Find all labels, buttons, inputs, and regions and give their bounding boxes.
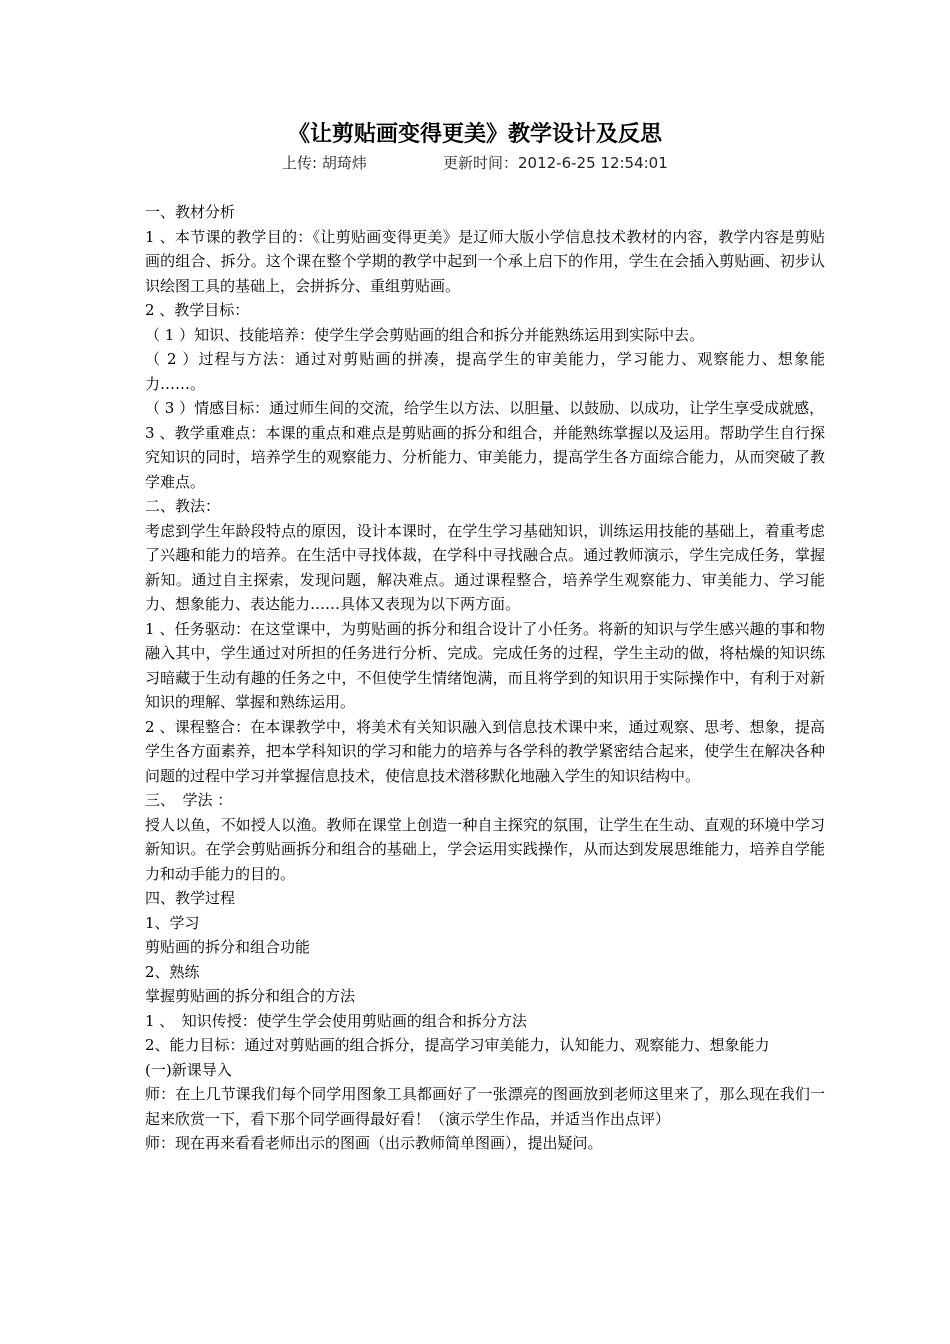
sub-heading: (一)新课导入 [145, 1060, 232, 1079]
body-paragraph: 1 、本节课的教学目的：《让剪贴画变得更美》是辽师大版小学信息技术教材的内容，教学内容是剪贴画的组合、拆分。这个课在整个学期的教学中起到一个承上启下的作用，学生在会插入剪贴画、初步认识绘图工具的基础上，会拼拆分、重组剪贴画。 [145, 227, 825, 295]
body-paragraph: 2、能力目标：通过对剪贴画的组合拆分，提高学习审美能力，认知能力、观察能力、想象能力 [145, 1036, 770, 1054]
section-heading: 二、教法： [145, 497, 221, 515]
body-paragraph: （ 1 ）知识、技能培养：使学生学会剪贴画的组合和拆分并能熟练运用到实际中去。 [145, 325, 705, 344]
body-paragraph: 掌握剪贴画的拆分和组合的方法 [145, 987, 356, 1005]
body-paragraph: 1 、任务驱动：在这堂课中，为剪贴画的拆分和组合设计了小任务。将新的知识与学生感兴趣的事和物融入其中，学生通过对所担的任务进行分析、完成。完成任务的过程，学生主动的做，将枯燥的知识练习暗藏于生动有趣的任务之中，不但使学生情绪饱满，而且将学到的知识用于实际操作中，有利于对新知识的理解、掌握和熟练运用。 [145, 619, 825, 711]
body-paragraph: 2、熟练 [145, 962, 200, 981]
body-paragraph: 1、学习 [145, 913, 200, 932]
updated-time-label: 更新时间：2012-6-25 12:54:01 [443, 154, 668, 172]
section-heading: 三、 学法 ： [145, 791, 233, 809]
body-paragraph: 师：现在再来看看老师出示的图画（出示教师简单图画），提出疑问。 [145, 1134, 603, 1152]
document-meta [0, 152, 950, 174]
document-title: 《让剪贴画变得更美》教学设计及反思 [287, 122, 662, 147]
document-body [145, 200, 825, 1156]
body-paragraph: （ 3 ）情感目标：通过师生间的交流，给学生以方法、以胆量、以鼓励、以成功，让学生享受成就感， [145, 399, 825, 417]
section-heading: 一、教材分析 [145, 203, 236, 221]
section-heading: 四、教学过程 [145, 889, 236, 907]
sub-heading: 2 、教学目标： [145, 301, 250, 319]
body-paragraph: 2 、课程整合：在本课教学中，将美术有关知识融入到信息技术课中来，通过观察、思考、想象，提高学生各方面素养，把本学科知识的学习和能力的培养与各学科的教学紧密结合起来，使学生在解决各种问题的过程中学习并掌握信息技术，使信息技术潜移默化地融入学生的知识结构中。 [145, 717, 825, 785]
body-paragraph: 考虑到学生年龄段特点的原因，设计本课时，在学生学习基础知识，训练运用技能的基础上，着重考虑了兴趣和能力的培养。在生活中寻找体裁，在学科中寻找融合点。通过教师演示，学生完成任务，掌握新知。通过自主探索，发现问题，解决难点。通过课程整合，培养学生观察能力、审美能力、学习能力、想象能力、表达能力……具体又表现为以下两方面。 [145, 521, 825, 613]
body-paragraph: 3 、教学重难点：本课的重点和难点是剪贴画的拆分和组合，并能熟练掌握以及运用。帮助学生自行探究知识的同时，培养学生的观察能力、分析能力、审美能力，提高学生各方面综合能力，从而突破了教学难点。 [145, 423, 825, 491]
body-paragraph: 授人以鱼，不如授人以渔。教师在课堂上创造一种自主探究的氛围，让学生在生动、直观的环境中学习新知识。在学会剪贴画拆分和组合的基础上，学会运用实践操作，从而达到发展思维能力，培养自学能力和动手能力的目的。 [145, 815, 825, 883]
body-paragraph: （ 2 ）过程与方法：通过对剪贴画的拼凑，提高学生的审美能力，学习能力、观察能力、想象能力……。 [145, 350, 825, 393]
uploader-label: 上传: 胡琦炜 [282, 154, 367, 172]
body-paragraph: 1 、 知识传授：使学生学会使用剪贴画的组合和拆分方法 [145, 1011, 527, 1030]
body-paragraph: 师：在上几节课我们每个同学用图象工具都画好了一张漂亮的图画放到老师这里来了，那么现在我们一起来欣赏一下，看下那个同学画得最好看！（演示学生作品，并适当作出点评） [145, 1085, 825, 1128]
body-paragraph: 剪贴画的拆分和组合功能 [145, 938, 311, 956]
